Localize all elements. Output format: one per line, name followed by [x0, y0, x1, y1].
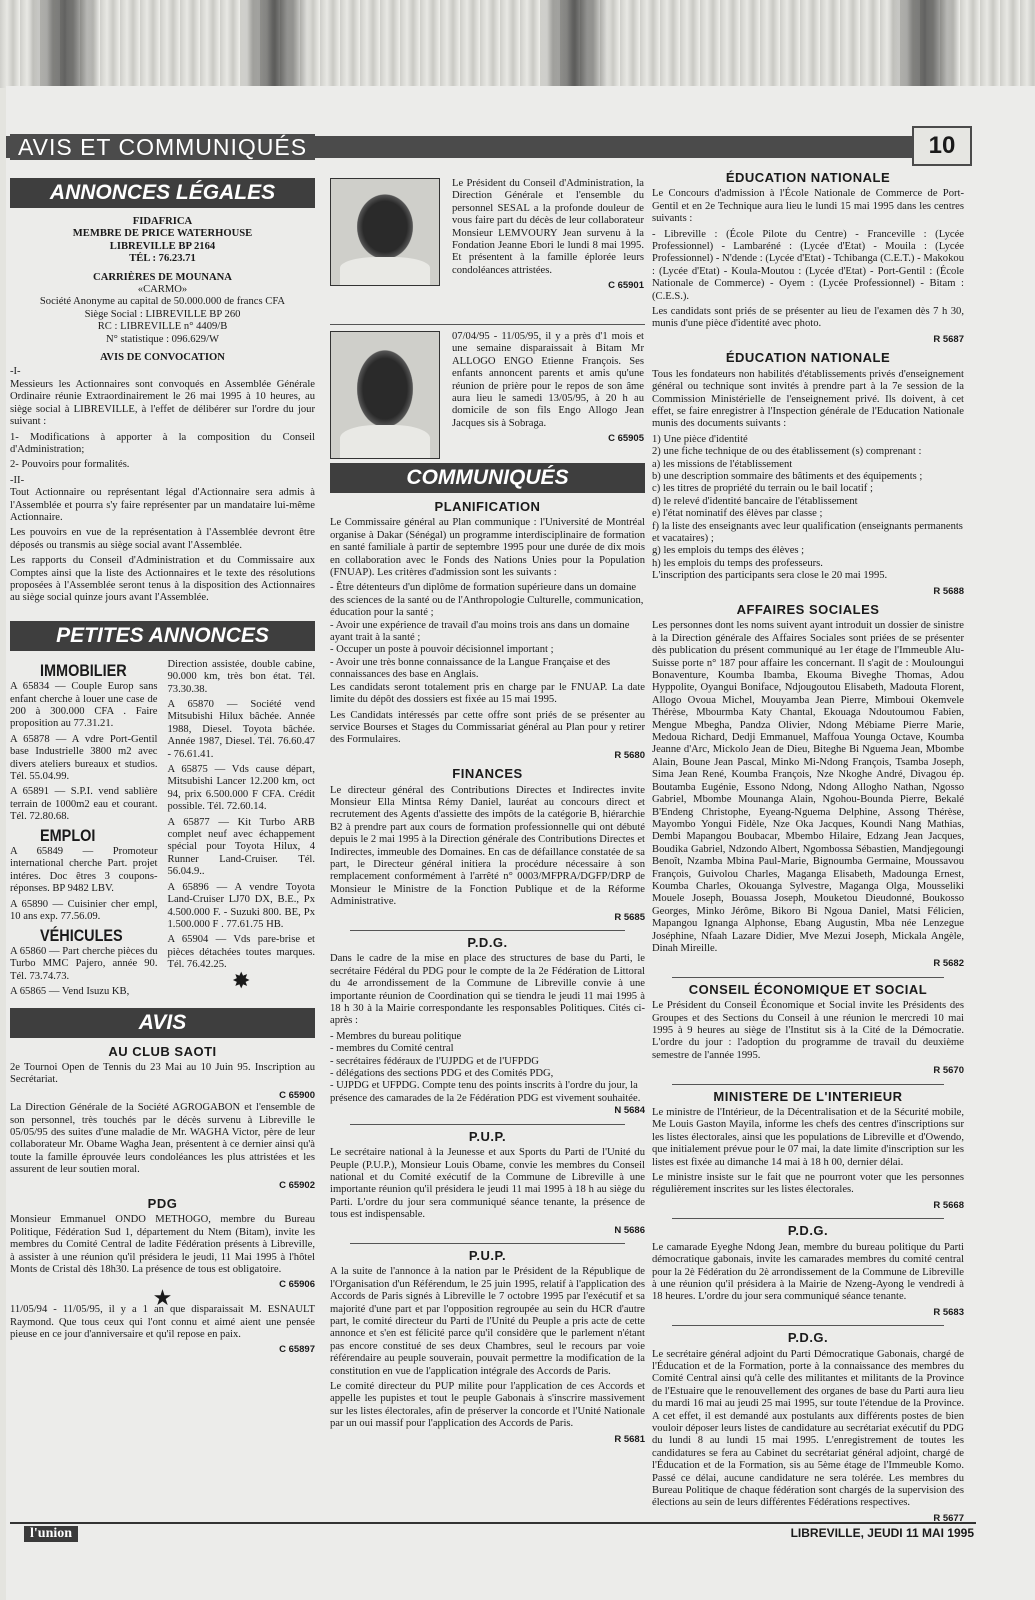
- company-member: MEMBRE DE PRICE WATERHOUSE: [72, 228, 253, 240]
- paragraph: A la suite de l'annonce à la nation par le Président de la République de l'Organisation d'un Référendum, le 25 juin 1995, relatif à l'application des Accords de Paris signés à Libreville le 7 octobre 1995 par l'exécutif et sa majorité d'une part et par l'opposition regroupée au sein du HCR d'autre part, le comité directeur du Parti de l'Unité du Peuple a pris acte de cette annonce et s'en est félicité parce qu'il considère que le parlement n'étant pas encore constitué de ses deux Chambres, seul le recours par voie référendaire au peuple souverain, pouvait permettre la modification de la constitution en vue de l'application intégrale des Accords de Paris.: [330, 1266, 645, 1377]
- paragraph: Les personnes dont les noms suivent ayant introduit un dossier de sinistre à la Direction générale des Affaires Sociales sont priées de se présenter dès publication du présent communiqué au 1er étage de l'Immeuble Alu-Suisse porte n° 187 pour affaire les concernant. Il s'agit de : Mouloungui Bonaventure, Koumba Ibamba, Ekouma Biveghe Thomas, Adou Hyppolite, Oyangui Boniface, Ndjougoutou Elisabeth, Madouta Florent, Allogo Ovoua Michel, Mouyamba Jean Pierre, Mimboui Okemvele Thérèse, Mbourmba Katy Chantal, Ekouaga Ndoutoumou Fabien, Mengue Mbegha, Pandza Olivier, Ndong Mébiame Pierre Marie, Medoua Richard, Dedji Emmanuel, Maffoua Younga Octave, Koumba Jeanne d'Arc, Mickolo Jean de Dieu, Biteghe Bi Nguema Jean, Mbombe Alain, Boune Jean Pascal, Minko Mi-Ndong François, Tsamba Joseph, Sima Jean René, Koumba François, Nze Nkoghe André, Divagou ép. Boutamba Eugénie, Essono Ndong, Ndong Allogho Nathan, Ngosso Gabriel, Mbombe Mounanga Alain, Ngohou-Bounda Pierre, Bekalé B'Endeng Christophe, Eyeang-Nguema Delphine, Assong Thérèse, Mayombo Yongui Fidèle, Nze Oka Jacques, Koundi Nang Mathias, Dembi Mapangou Boubacar, Mbembo Hilaire, Edzang Jean Jacques, Boudika Gabriel, Ndzondo Albert, Ngombossa Sébastien, Mandjegoungi Benoît, Nzamba Mbina Paul-Marie, Bignoumba Germaine, Moussavou François, Guivolou Charles, Maganga Elisabeth, Madounga Ernest, Koumba Charles, Okouanga Sylvestre, Maganga Olga, Mousseliki Mouele Joseph, Bouassa Joseph, Mouketou Dieudonné, Boukosso Georges, Minko Jérôme, Bikoro Bi Ngoua Daniel, Matsi Félicien, Mapangou Ignanga Alphonse, Ebang Augustin, Mba née Lenzegue Joséphine, Nfaah Lazare Didier, Mve Mezui Joseph, Mickala Angèle, Dinah Mireille.: [652, 620, 964, 954]
- paragraph: Le secrétaire national à la Jeunesse et aux Sports du Parti de l'Unité du Peuple (P.U.P.), Monsieur Louis Obame, convie les membres du Conseil national et du Comité exécutif de la Commune de Libreville à une importante réunion qu'il présidera le jeudi 11 mai 1995 à 18 h au siège du Parti. L'ordre du jour sera communiqué séance tenante, la présence de tous est indispensable.: [330, 1147, 645, 1221]
- convocation-title: AVIS DE CONVOCATION: [100, 352, 225, 364]
- classified-ad: A 65878 — A vdre Port-Gentil base Industrielle 3800 m2 avec divers ateliers bureaux et studios. Tél. 55.04.99.: [10, 733, 158, 783]
- classified-ad: A 65904 — Vds pare-brise et pièces détachées toutes marques. Tél. 76.42.25.: [167, 934, 315, 971]
- reference: R 5680: [614, 749, 645, 761]
- paragraph: 07/04/95 - 11/05/95, il y a près d'1 mois et une semaine disparaissait à Bitam Mr ALLOGO ENGO Etienne François. Ses enfants annoncent parents et amis qu'une réunion de prière pour le repos de son âme aura lieu le samedi 13/05/95, à 20 h au domicile de son fils Engo Allogo Jean Jacques sis à Sobraga.: [452, 331, 644, 429]
- issue-date: LIBREVILLE, JEUDI 11 MAI 1995: [790, 1526, 974, 1540]
- paragraph: 2e Tournoi Open de Tennis du 23 Mai au 10 Juin 95. Inscription au Secrétariat.: [10, 1061, 315, 1086]
- classified-col-a: [10, 659, 158, 1002]
- paragraph: Le secrétaire général adjoint du Parti Démocratique Gabonais, chargé de l'Éducation et de la Formation, porte à la connaissance des membres du Comité Central ainsi qu'à celle des militantes et militants de la Province de l'Estuaire que le renouvellement des organes de base du Parti aura lieu du mardi 16 mai au jeudi 25 mai 1995, sur toute l'étendue de la Province. A cet effet, il est demandé aux postulants aux différents postes de bien vouloir déposer leurs listes de candidature au secrétariat exécutif du PDG du lundi 8 au lundi 15 mai 1995. L'enregistrement de toutes les candidatures se fera au Cabinet du secrétariat général adjoint, chargé de l'Éducation et de la Formation, sis au 5ème étage de l'Immeuble Komo. Passé ce délai, aucune candidature ne sera tolérée. Les membres du Bureau Politique de chaque fédération sont chargés de la supervision des élections au sein de leurs différentes Fédérations respectives.: [652, 1348, 964, 1509]
- firm-seat: Siège Social : LIBREVILLE BP 260: [84, 308, 241, 320]
- list-item: - Avoir une expérience de travail d'au moins trois ans dans un domaine ayant trait à la santé ;: [330, 619, 630, 644]
- list-item: - membres du Comité central: [330, 1043, 454, 1055]
- pup-heading: P.U.P.: [468, 1247, 507, 1263]
- invitee-list: [330, 1031, 645, 1105]
- category-immobilier: IMMOBILIER: [40, 660, 127, 680]
- column-middle: [330, 178, 645, 1446]
- classified-ad: A 65891 — S.P.I. vend sablière terrain de 1000m2 eau et courant. Tél. 72.80.68.: [10, 786, 158, 823]
- portrait-photo: [330, 178, 440, 286]
- list-item: - Être détenteurs d'un diplôme de formation supérieure dans un domaine des sciences de la santé ou de l'Anthropologie Culturelle, communication, éducation pour la santé ;: [330, 582, 644, 619]
- column-left: [10, 178, 315, 1357]
- reference: R 5685: [614, 911, 645, 923]
- list-item: h) les emplois du temps des professeurs.: [652, 557, 823, 569]
- column-right: [652, 166, 964, 1525]
- firm-stat: N° statistique : 096.629/W: [105, 333, 220, 345]
- paragraph: Le ministre insiste sur le fait que ne pourront voter que les personnes régulièrement inscrites sur les listes électorales.: [652, 1172, 964, 1196]
- classified-ad: A 65865 — Vend Isuzu KB,: [10, 986, 130, 998]
- education-heading: ÉDUCATION NATIONALE: [725, 170, 891, 185]
- page-number: 10: [912, 126, 972, 166]
- list-item: g) les emplois du temps des élèves ;: [652, 545, 805, 557]
- petites-annonces-banner: PETITES ANNONCES: [10, 621, 315, 651]
- pdg-heading: PDG: [147, 1196, 178, 1211]
- paragraph: - Libreville : (École Pilote du Centre) - Franceville : (Lycée Professionnel) - Lambaréné : (Lycée d'Etat) - Mouila : (Lycée Professionnel) - N'dende : (Lycée d'Etat) - Tchibanga (C.E.T.) - Makokou : (Lycée d'Etat) - Koula-Moutou : (Lycée d'Etat) - Port-Gentil : (École Nationale de Commerce) - Oyem : (Lycée Professionnel) - Bitam : (C.E.S.).: [652, 228, 964, 302]
- classified-ad: Direction assistée, double cabine, 90.000 km, très bon état. Tél. 73.30.38.: [167, 658, 315, 695]
- list-item: 1) Une pièce d'identité: [652, 433, 748, 445]
- paragraph: Le camarade Eyeghe Ndong Jean, membre du bureau politique du Parti démocratique gabonais, invite les camarades membres du comité central pour la 2è Fédération du 2è arrondissement de la Commune de Libreville à une réunion qu'il présidera à la Mairie de Nzeng-Ayong le vendredi à 18 heures. L'ordre du jour sera communiqué séance tenante.: [652, 1241, 964, 1303]
- affaires-sociales-heading: AFFAIRES SOCIALES: [736, 602, 880, 617]
- pdg-heading: P.D.G.: [787, 1223, 829, 1239]
- club-heading: AU CLUB SAOTI: [108, 1043, 217, 1059]
- paragraph: L'inscription des participants sera close le 20 mai 1995.: [652, 570, 888, 582]
- list-item: - Occuper un poste à pouvoir décisionnel important ;: [330, 644, 554, 656]
- list-item: e) l'état nominatif des élèves par classe ;: [652, 508, 823, 520]
- list-item: - secrétaires fédéraux de l'UJPDG et de l'UFPDG: [330, 1055, 539, 1067]
- divider: [672, 977, 944, 978]
- part-marker: -II-: [10, 474, 25, 486]
- list-item: c) les titres de propriété du terrain ou le bail locatif ;: [652, 483, 873, 495]
- obituary-2: [330, 331, 645, 463]
- classified-ad: A 65896 — A vendre Toyota Land-Cruiser LJ70 DX, B.E., Px 4.500.000 F. - Suzuki 800. BE, Px 1.500.000 F . 77.61.75 HB.: [167, 881, 315, 930]
- paragraph: 11/05/94 - 11/05/95, il y a 1 an que disparaissait M. ESNAULT Raymond. Que tous ceux qui l'ont connu et aimé aient une pensée pieuse en ce jour d'anniversaire et qu'il repose en paix.: [10, 1304, 315, 1341]
- pdg-heading: P.D.G.: [467, 935, 508, 950]
- divider: [350, 1243, 625, 1244]
- classified-ad: A 65860 — Part cherche pièces du Turbo MMC Pajero, année 90. Tél. 73.74.73.: [10, 945, 158, 982]
- category-emploi: EMPLOI: [40, 825, 96, 845]
- classified-ad: A 65875 — Vds cause départ, Mitsubishi Lancer 12.200 km, oct 94, prix 6.500.000 F CFA. Crédit possible. Tél. 72.60.14.: [167, 764, 315, 813]
- company-phone: TÉL : 76.23.71: [129, 253, 196, 265]
- paragraph: La Direction Générale de la Société AGROGABON et l'ensemble de son personnel, très touchés par le décès survenu à Libreville le 05/05/95 des suites d'une maladie de Mr. WAGHA Victor, père de leur collaborateur Mr. Obame Wagha Jean, présentent à ce dernier ainsi qu'à toute la famille éprouvée leurs condoléances les plus attristées et les assurent de leur soutien moral.: [10, 1102, 315, 1176]
- reference: C 65905: [608, 433, 644, 445]
- paragraph: Le directeur général des Contributions Directes et Indirectes invite Monsieur Ella Mintsa Rémy Daniel, lauréat au concours direct et recrutement des Agents d'assiette des impôts de la catégorie B, hiérarchie B2 à prendre part aux cours de formation professionnelle qui ont débuté depuis le 2 mai 1995 à la Direction générale des Contributions Directes et Indirectes, immeuble des Domaines. En cas de défaillance constatée de sa part, le Directeur général initiera la procédure nécessaire à son remplacement conformément à l'arrêté n° 0003/MFPRA/DGFP/DRP de Monsieur le Ministre de la Fonction Publique et de la Réforme Administrative.: [330, 784, 645, 908]
- company-address: LIBREVILLE BP 2164: [109, 240, 216, 252]
- reference: R 5668: [933, 1199, 964, 1211]
- classified-col-b: [168, 659, 316, 1002]
- communiques-banner: COMMUNIQUÉS: [330, 463, 645, 493]
- paragraph: Les pouvoirs en vue de la représentation à l'Assemblée devront être déposés ou transmis au siège social avant l'Assemblée.: [10, 527, 315, 551]
- list-item: - délégations des sections PDG et des Comités PDG,: [330, 1068, 554, 1080]
- list-item: - Avoir une très bonne connaissance de la Langue Française et des connaissances des base en Anglais.: [330, 656, 611, 681]
- reference: N 5686: [614, 1224, 645, 1236]
- reference: C 65906: [279, 1279, 315, 1291]
- annonces-legales-banner: ANNONCES LÉGALES: [10, 178, 315, 208]
- reference: C 65897: [279, 1344, 315, 1356]
- divider: [350, 930, 625, 931]
- finances-heading: FINANCES: [452, 766, 523, 782]
- classified-ad: A 65890 — Cuisinier cher empl, 10 ans exp. 77.56.09.: [10, 898, 158, 923]
- scan-top-band: [0, 0, 1035, 88]
- documents-list: [652, 434, 964, 570]
- reference: R 5682: [933, 958, 964, 970]
- reference: R 5687: [933, 333, 964, 345]
- list-item: f) la liste des enseignants avec leur qualification (enseignants permanents et vacataires) ;: [652, 520, 963, 544]
- planification-heading: PLANIFICATION: [434, 499, 541, 514]
- list-item: - Membres du bureau politique: [330, 1030, 462, 1042]
- portrait-photo: [330, 331, 440, 459]
- paragraph: Le ministre de l'Intérieur, de la Décentralisation et de la Sécurité mobile, Me Louis Gaston Mayila, informe les chefs des centres d'inscriptions sur les listes électorales, ainsi que les populations de Libreville et d'Owendo, que initialement prévue pour le 07 mai, la date limite d'inscription sur les listes est fixée au dimanche 14 mai à 18 h 00, dernier délai.: [652, 1107, 964, 1168]
- paragraph: Le Président du Conseil Économique et Social invite les Présidents des Groupes et des Sections du Conseil à une réunion le mercredi 10 mai 1995 à 9 heures au siège de l'Institut sis à la Cité de la Démocratie. L'ordre du jour : l'adoption du programme de travail du deuxième semestre de l'année 1995.: [652, 1000, 964, 1061]
- paragraph: Les candidats sont priés de se présenter au lieu de l'examen dès 7 h 30, munis d'une pièce d'identité avec photo.: [652, 306, 964, 330]
- classified-columns: [10, 659, 315, 1002]
- star-icon: ✸: [232, 967, 251, 993]
- paragraph: Le Président du Conseil d'Administration, la Direction Générale et l'ensemble du personnel SESAL a la profonde douleur de vous faire part du décès de leur collaborateur Monsieur LEMVOURY Jean survenu à la Fondation Jeanne Ebori le lundi 8 mai 1995. Et présentent à la famille éplorée leurs condoléances attristées.: [452, 178, 644, 276]
- reference: R 5688: [933, 585, 964, 597]
- list-item: b) une description sommaire des bâtiments et des équipements ;: [652, 470, 923, 482]
- section-header: [6, 126, 972, 166]
- paragraph: Tout Actionnaire ou représentant légal d'Actionnaire sera admis à l'Assemblée et pourra s'y faire représenter par un mandataire lui-même Actionnaire.: [10, 487, 315, 523]
- reference: R 5677: [933, 1512, 964, 1524]
- paragraph: Le comité directeur du PUP milite pour l'application de ces Accords et appelle les pupistes et tout le peuple Gabonais à s'inscrire massivement sur les listes électorales, afin de préserver la concorde et l'Unité Nationale par un oui massif pour l'application des Accords de Paris.: [330, 1381, 645, 1430]
- divider: [350, 1124, 625, 1125]
- obituary-1: [330, 178, 645, 324]
- paragraph: Les Candidats intéressés par cette offre sont priés de se présenter au service Bourses et Stages du Commissariat général au Plan pour y retirer des Formulaires.: [330, 709, 645, 746]
- divider: [672, 1084, 944, 1085]
- firm-rc: RC : LIBREVILLE n° 4409/B: [97, 321, 228, 333]
- list-item: d) le relevé d'identité bancaire de l'établissement: [652, 495, 858, 507]
- paragraph: Tous les fondateurs non habilités d'établissements privés d'enseignement général ou technique sont invités à prendre part à la 7e session de la Commission Ministérielle de l'enseignement privé. Ils doivent, à cet effet, se faire enregistrer à l'Inspection générale de l'Education Nationale munis des documents suivants :: [652, 368, 964, 430]
- paragraph: Les rapports du Conseil d'Administration et du Commissaire aux Comptes ainsi que la liste des Actionnaires et le texte des résolutions proposées à l'Assemblée seront tenus à la disposition des Actionnaires au siège social quinze jours avant l'Assemblée.: [10, 555, 315, 604]
- company-name: FIDAFRICA: [132, 216, 193, 227]
- paragraph: 1- Modifications à apporter à la composition du Conseil d'Administration;: [10, 431, 315, 455]
- page-footer: [10, 1522, 976, 1546]
- reference: R 5670: [933, 1065, 964, 1077]
- divider: [672, 1325, 944, 1326]
- reference: R 5681: [614, 1433, 645, 1445]
- reference: R 5683: [933, 1306, 964, 1318]
- star-icon: ★: [152, 1284, 173, 1310]
- pdg-heading: P.D.G.: [787, 1330, 829, 1346]
- list-item: - UJPDG et UFPDG. Compte tenu des points inscrits à l'ordre du jour, la présence des camarades de la 2e Fédération PDG est vivement souhaitée.: [330, 1080, 641, 1104]
- criteria-list: [330, 582, 645, 681]
- pup-heading: P.U.P.: [468, 1128, 507, 1144]
- reference: C 65901: [608, 280, 644, 292]
- reference: C 65900: [279, 1089, 315, 1101]
- education-heading: ÉDUCATION NATIONALE: [725, 350, 891, 366]
- reference: N 5684: [614, 1105, 645, 1117]
- classified-ad: A 65870 — Société vend Mitsubishi Hilux bâchée. Année 1988, Diesel. Toyota bâchée. Année 1987, Diesel. Tél. 76.60.47 - 76.61.41.: [167, 699, 315, 760]
- divider: [330, 324, 645, 325]
- paragraph: Messieurs les Actionnaires sont convoqués en Assemblée Générale Ordinaire réunie Extraordinairement le 26 mai 1995 à 10 heures, au siège social à LIBREVILLE, à l'effet de délibérer sur l'ordre du jour suivant :: [10, 378, 315, 428]
- paragraph: Le Commissaire général au Plan communique : l'Université de Montréal organise à Dakar (Sénégal) un programme interdisciplinaire de formation en santé familiale à partir de septembre 1995 pour une durée de dix mois en collaboration avec le Fonds des Nations Unies pour la Population (FNUAP). Les critères d'admission sont les suivants :: [330, 517, 645, 579]
- paragraph: Le Concours d'admission à l'École Nationale de Commerce de Port-Gentil et en 2e Technique aura lieu le lundi 15 mai 1995 dans les centres suivants :: [652, 188, 964, 225]
- classified-ad: A 65834 — Couple Europ sans enfant cherche à louer une case de 200 à 300.000 CFA . Faire proposition au 77.31.21.: [10, 681, 158, 730]
- firm-capital: Société Anonyme au capital de 50.000.000 de francs CFA: [39, 296, 286, 308]
- firm-name: CARRIÈRES DE MOUNANA: [93, 271, 232, 283]
- part-marker: -I-: [10, 366, 21, 378]
- reference: C 65902: [279, 1179, 315, 1191]
- category-vehicules: VÉHICULES: [40, 925, 123, 945]
- paragraph: Monsieur Emmanuel ONDO METHOGO, membre du Bureau Politique, Fédération Sud 1, département du Ntem (Bitam), invite les membres du Comité Central de ladite Fédération présents à Libreville, à assister à une réunion qu'il présidera le jeudi, 11 Mai 1995 à l'hôtel Monts de Cristal dès 18h30. La présence de tous est obligatoire.: [10, 1214, 315, 1276]
- list-item: 2) une fiche technique de ou des établissement (s) comprenant :: [652, 446, 922, 458]
- paragraph: Les candidats seront totalement pris en charge par le FNUAP. La date limite du dépôt des dossiers est fixée au 15 mai 1995.: [330, 681, 645, 706]
- divider: [672, 1218, 944, 1219]
- classified-ad: A 65849 — Promoteur international cherche Part. projet intéres. Doc êtres 3 coupons-réponses. BP 9482 LBV.: [10, 846, 158, 895]
- avis-banner: AVIS: [10, 1008, 315, 1038]
- conseil-heading: CONSEIL ÉCONOMIQUE ET SOCIAL: [688, 981, 928, 997]
- interieur-heading: MINISTERE DE L'INTERIEUR: [713, 1088, 903, 1104]
- firm-alias: «CARMO»: [137, 284, 188, 296]
- section-title: AVIS ET COMMUNIQUÉS: [10, 134, 315, 160]
- paragraph: Dans le cadre de la mise en place des structures de base du Parti, le secrétaire Fédéral du PDG pour le compte de la 2e Fédération de Littoral du 4e arrondissement de la Commune de Libreville convie à une importante réunion de Coordination qui se tiendra le jeudi 11 mai 1995 à 18 h 30 à la Mairie correspondante les responsables Politiques. Cités ci-après :: [330, 953, 645, 1027]
- classified-ad: A 65877 — Kit Turbo ARB complet neuf avec échappement spécial pour Toyota Hilux, 4 Runner Land-Cruiser. Tél. 56.04.9..: [167, 816, 315, 878]
- newspaper-logo: l'union: [24, 1526, 78, 1542]
- list-item: a) les missions de l'établissement: [652, 458, 793, 470]
- paragraph: 2- Pouvoirs pour formalités.: [10, 459, 130, 471]
